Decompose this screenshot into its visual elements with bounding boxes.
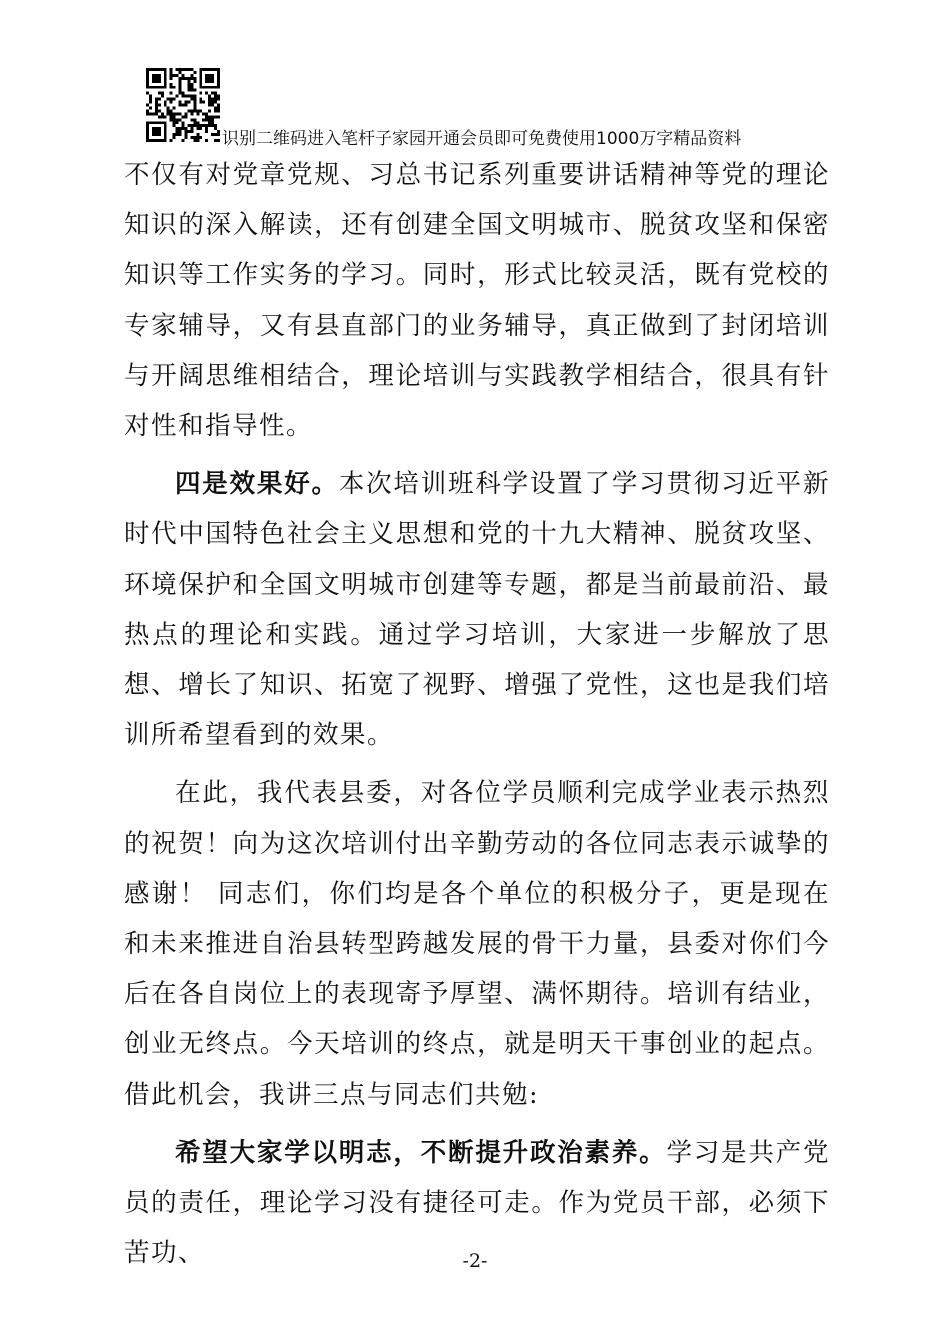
paragraph-text: 在此，我代表县委，对各位学员顺利完成学业表示热烈的祝贺！向为这次培训付出辛勤劳动的各位同志表示诚挚的感谢！ 同志们，你们均是各个单位的积极分子，更是现在和未来推进自治县转型跨越发展的骨干力量，县委对你们今后在各自岗位上的表现寄予厚望、满怀期待。培训有结业，创业无终点。今天培训的终点，就是明天干事创业的起点。借此机会，我讲三点与同志们共勉:: [124, 778, 830, 1110]
page-number: -2-: [462, 1250, 488, 1272]
paragraph-lead: 四是效果好。: [175, 469, 339, 500]
paragraph-text: 不仅有对党章党规、习总书记系列重要讲话精神等党的理论知识的深入解读，还有创建全国文明城市、脱贫攻坚和保密知识等工作实务的学习。同时，形式比较灵活，既有党校的专家辅导，又有县直部门的业务辅导，真正做到了封闭培训与开阔思维相结合，理论培训与实践教学相结合，很具有针对性和指导性。: [124, 160, 830, 442]
header-promo-text: 识别二维码进入笔杆子家园开通会员即可免费使用1000万字精品资料: [222, 129, 742, 149]
paragraph-point-four: [124, 459, 830, 760]
page-header: [146, 68, 866, 148]
paragraph-lead: 希望大家学以明志，不断提升政治素养。: [175, 1137, 667, 1168]
paragraph-continued: [124, 150, 830, 451]
document-body: [124, 150, 830, 1278]
paragraph-text: 学习是共产党员的责任，理论学习没有捷径可走。作为党员干部，必须下苦功、: [124, 1137, 830, 1269]
paragraph-congratulations: [124, 768, 830, 1119]
paragraph-text: 本次培训班科学设置了学习贯彻习近平新时代中国特色社会主义思想和党的十九大精神、脱贫攻坚、环境保护和全国文明城市创建等专题，都是当前最前沿、最热点的理论和实践。通过学习培训，大家进一步解放了思想、增长了知识、拓宽了视野、增强了党性，这也是我们培训所希望看到的效果。: [124, 469, 830, 751]
qr-code-icon[interactable]: [146, 68, 220, 142]
